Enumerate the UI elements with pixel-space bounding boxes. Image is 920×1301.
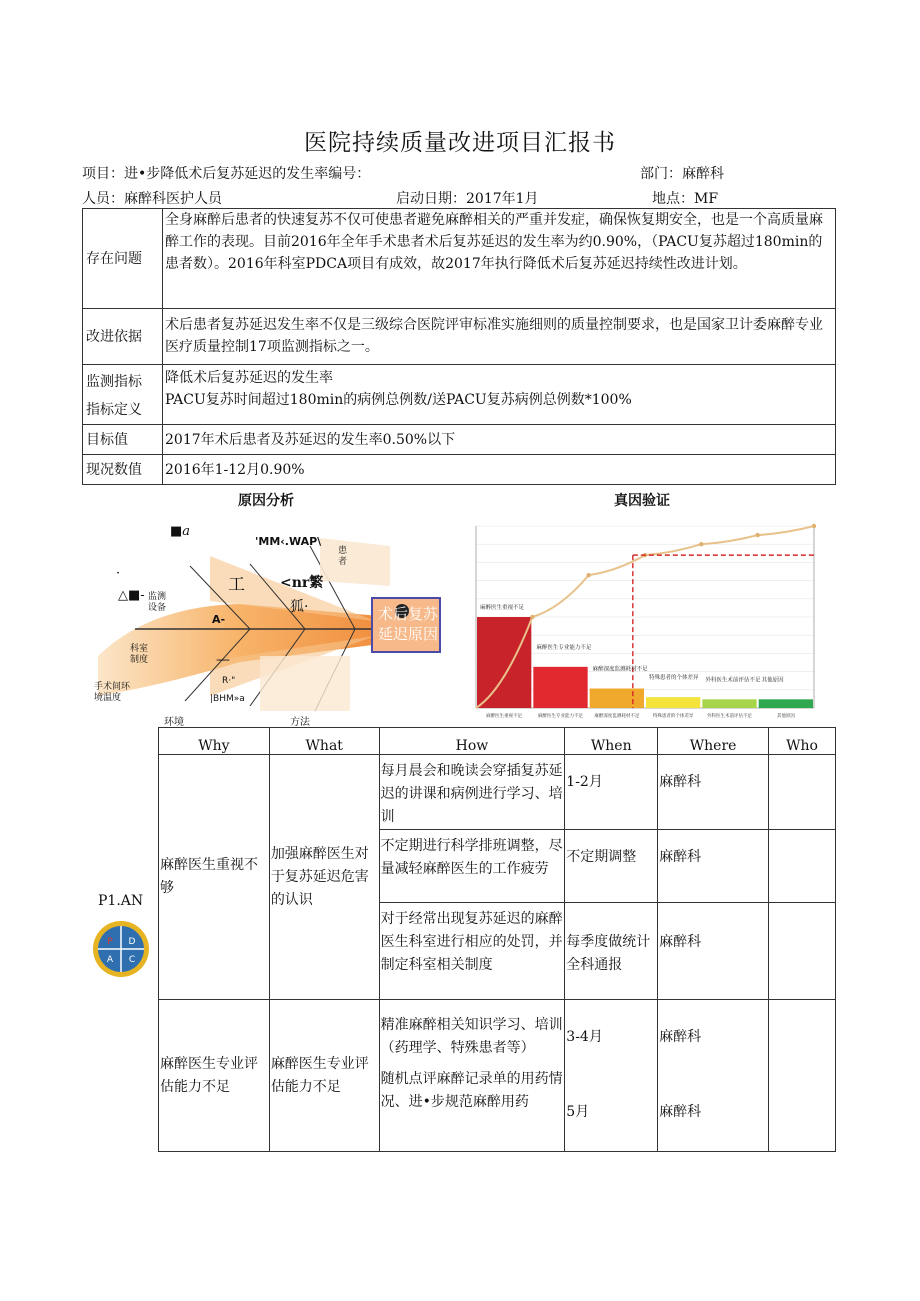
how-cell (379, 1000, 565, 1152)
start-date: 启动日期：2017年1月 (396, 191, 539, 207)
indicator-cell (163, 365, 836, 425)
bone-label: 方法 (290, 717, 310, 726)
target-label: 目标值 (83, 425, 163, 455)
how-item: 随机点评麻醉记录单的用药情况、进•步规范麻醉用药 (380, 1071, 563, 1110)
how-cell: 不定期进行科学排班调整，尽量减轻麻醉医生的工作疲劳 (379, 830, 565, 903)
why-cell: 麻醉医生专业评估能力不足 (159, 1000, 270, 1152)
garble-8: R·" (222, 676, 236, 686)
why-cell: 麻醉医生重视不够 (159, 755, 270, 1000)
who-cell (769, 903, 836, 1000)
cumulative-point (699, 542, 703, 546)
bar-annotation: 麻醉深度监测耗材不足 (592, 666, 648, 673)
action-plan-table (158, 727, 836, 1152)
x-tick-label: 外科医生术前评估不足 (707, 714, 752, 719)
bone-label: 监测设备 (148, 592, 167, 613)
x-tick-label: 特殊患者的个体差异 (652, 714, 694, 719)
where-item: 麻醉科 (659, 1029, 702, 1045)
fishbone-figure (90, 486, 455, 726)
indicator-label: 监测指标 (86, 374, 142, 390)
cumulative-point (530, 615, 534, 619)
col-where: Where (658, 728, 769, 755)
cumulative-point (755, 533, 759, 537)
bar-annotation: 特殊患者的个体差异 (649, 675, 699, 682)
how-cell: 对于经常出现复苏延迟的麻醉医生科室进行相应的处罚，并制定科室相关制度 (379, 903, 565, 1000)
bone-box (320, 538, 390, 586)
x-tick-label: 麻醉医生专业能力不足 (538, 714, 583, 719)
garble-9: |BHM»a (210, 694, 245, 704)
bone-label: 科室制度 (130, 644, 149, 665)
cumulative-point (812, 524, 816, 528)
where-cell: 麻醉科 (658, 755, 769, 830)
when-cell (565, 1000, 658, 1152)
garble-1: ■a (170, 524, 191, 539)
when-cell: 1-2月 (565, 755, 658, 830)
location: 地点：MF (652, 191, 719, 207)
cumulative-point (586, 573, 590, 577)
garble-6: 狐· (290, 599, 309, 615)
definition-label: 指标定义 (86, 402, 142, 418)
info-table (82, 208, 836, 485)
bar-annotation: 麻醉医生重视不足 (480, 605, 525, 611)
col-how: How (379, 728, 565, 755)
issue-label: 存在问题 (83, 209, 163, 309)
page-title: 医院持续质量改进项目汇报书 (304, 130, 616, 156)
how-item: 精准麻醉相关知识学习、培训（药理学、特殊患者等） (380, 1017, 563, 1056)
basis-label: 改进依据 (83, 309, 163, 365)
x-tick-label: 麻醉医生重视不足 (486, 714, 523, 719)
bar-annotation: 麻醉医生专业能力不足 (536, 644, 592, 651)
what-cell: 加强麻醉医生对于复苏延迟危害的认识 (269, 755, 379, 1000)
pdca-d: D (128, 937, 136, 947)
pareto-bar (477, 617, 531, 708)
who-cell (769, 755, 836, 830)
indicator-labels (83, 365, 163, 425)
how-cell: 每月晨会和晚读会穿插复苏延迟的讲课和病例进行学习、培训 (379, 755, 565, 830)
pdca-c: C (128, 955, 136, 965)
garble-3: 工 (228, 575, 245, 595)
where-cell: 麻醉科 (658, 830, 769, 903)
col-what: What (269, 728, 379, 755)
pdca-p: P (107, 937, 113, 947)
pareto-bar (533, 667, 587, 708)
definition-text: PACU复苏时间超过180min的病例总例数/送PACU复苏病例总例数*100% (165, 392, 632, 408)
garble-4: <nr繁 (280, 575, 324, 591)
issue-text: 全身麻醉后患者的快速复苏不仅可使患者避免麻醉相关的严重并发症，确保恢复期安全，也是一个高质量麻醉工作的表现。目前2016年全年手术患者术后复苏延迟的发生率为约0.90%，（PACU复苏超过180min的患者数）。2016年科室PDCA项目有成效，故2017年执行降低术后复苏延迟持续性改进计划。 (163, 209, 836, 309)
x-tick-label: 其他原因 (776, 714, 795, 719)
basis-text: 术后患者复苏延迟发生率不仅是三级综合医院评审标准实施细则的质量控制要求，也是国家卫计委麻醉专业医疗质量控制17项监测指标之一。 (163, 309, 836, 365)
col-why: Why (159, 728, 270, 755)
personnel: 人员：麻醉科医护人员 (82, 191, 222, 207)
pareto-figure (456, 486, 836, 726)
when-item: 3-4月 (566, 1029, 603, 1045)
current-label: 现况数值 (83, 455, 163, 485)
project-line: 项目：进•步降低术后复苏延迟的发生率编号： (82, 166, 371, 182)
fishbone-head-text: 术后复苏延迟原因 (377, 605, 438, 643)
bar-annotation: 外科医生术前评估不足 (705, 677, 761, 684)
pdca-cycle-icon (92, 920, 150, 978)
garble-10: — (216, 652, 230, 668)
when-item: 5月 (566, 1104, 590, 1120)
garble-5: △■- (118, 588, 145, 603)
pareto-bar (590, 689, 644, 709)
what-cell: 麻醉医生专业评估能力不足 (269, 1000, 379, 1152)
where-cell: 麻醉科 (658, 903, 769, 1000)
pareto-bar (702, 699, 756, 708)
garble-2: 'MM‹.WAP\ (255, 535, 322, 548)
bone-label: 患者 (338, 546, 348, 567)
pdca-icon (92, 920, 150, 978)
who-cell (769, 1000, 836, 1152)
when-cell: 不定期调整 (565, 830, 658, 903)
col-when: When (565, 728, 658, 755)
pareto-bar (759, 699, 813, 708)
indicator-text: 降低术后复苏延迟的发生率 (165, 370, 333, 386)
pdca-a: A (106, 955, 114, 965)
department: 部门：麻醉科 (640, 166, 724, 182)
plan-side-label: P1.AN (98, 893, 144, 909)
bone-box (260, 656, 350, 711)
pareto-pane-label: 真因验证 (614, 493, 670, 509)
where-item: 麻醉科 (659, 1104, 702, 1120)
bone-label: 环境 (164, 717, 184, 726)
target-text: 2017年术后患者及苏延迟的发生率0.50%以下 (163, 425, 836, 455)
when-cell: 每季度做统计全科通报 (565, 903, 658, 1000)
who-cell (769, 830, 836, 903)
fishbone-pane-label: 原因分析 (238, 493, 294, 509)
pareto-bar (646, 697, 700, 708)
where-cell (658, 1000, 769, 1152)
col-who: Who (769, 728, 836, 755)
x-tick-label: 麻醉深度监测耗材不足 (594, 714, 640, 719)
bone-label: 手术间环境温度 (94, 682, 131, 703)
bar-annotation: 其他原因 (761, 677, 784, 684)
pareto-chart (456, 486, 836, 726)
garble-11: · (116, 566, 121, 581)
garble-7: A- (212, 613, 226, 626)
current-text: 2016年1-12月0.90% (163, 455, 836, 485)
